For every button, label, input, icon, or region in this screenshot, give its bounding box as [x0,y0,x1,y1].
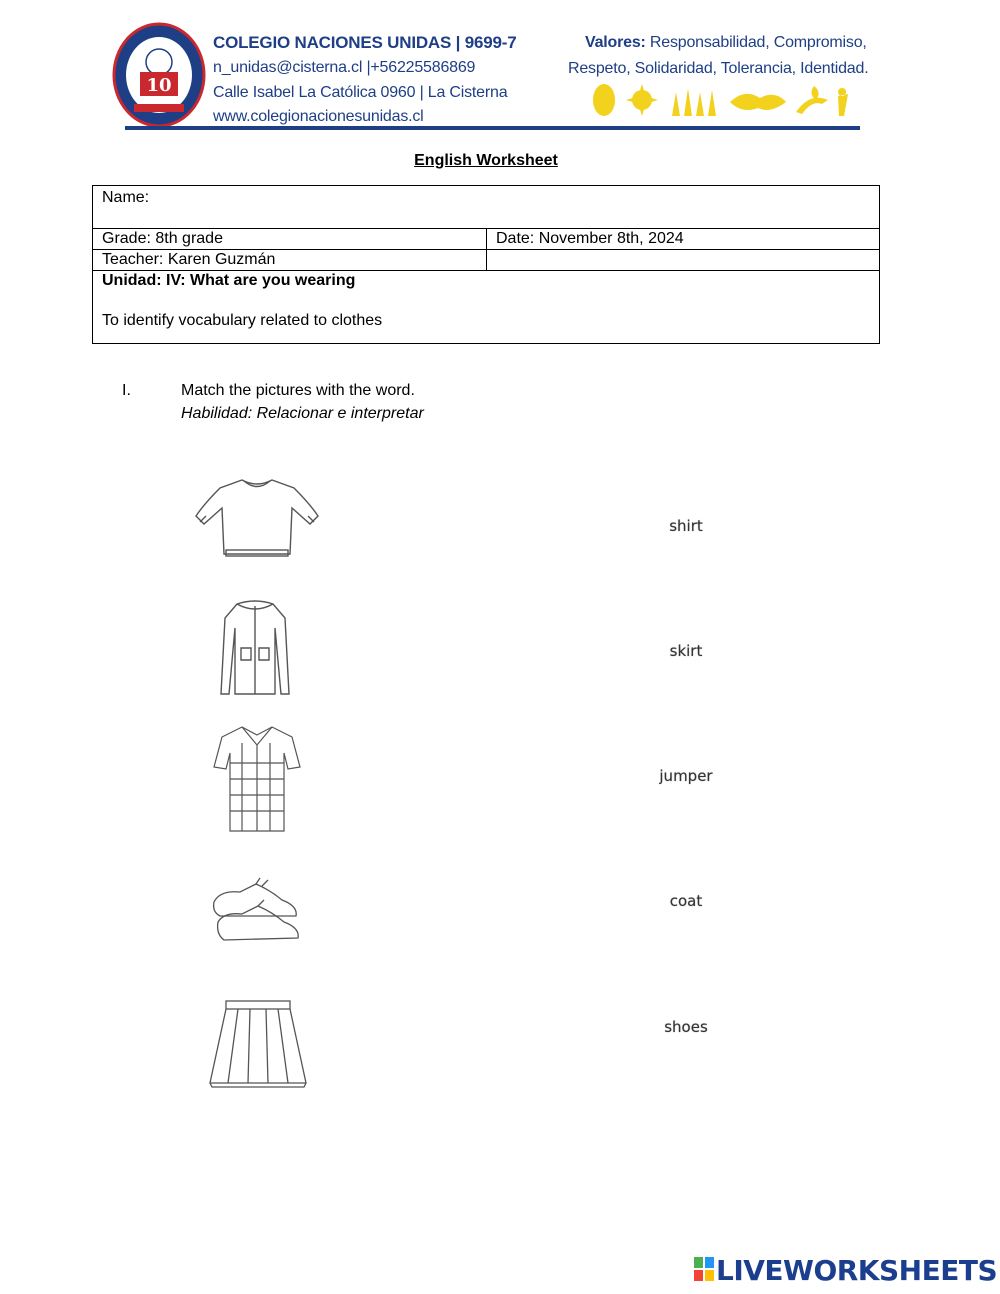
handshake-icon [730,94,786,110]
values-label: Valores: [585,34,646,51]
jumper-icon[interactable] [192,474,322,562]
values-list-2: Respeto, Solidaridad, Tolerancia, Identidad. [568,60,869,77]
objective-text: To identify vocabulary related to clothes [102,312,383,329]
school-website[interactable]: www.colegionacionesunidas.cl [213,108,424,125]
shoes-icon[interactable] [210,876,302,948]
instruction-skill: Habilidad: Relacionar e interpretar [181,405,424,422]
grade-cell: Grade: 8th grade [93,229,487,250]
values-list-1: Responsabilidad, Compromiso, [649,34,867,51]
name-field[interactable]: Name: [93,186,880,229]
header-divider [125,126,860,130]
student-info-table [92,185,880,344]
shirt-icon[interactable] [212,723,302,835]
values-line-1 [585,34,867,52]
school-name: COLEGIO NACIONES UNIDAS | 9699-7 [213,33,517,52]
word-shoes[interactable]: shoes [664,1018,708,1036]
word-jumper[interactable]: jumper [659,767,713,785]
hands-up-icon [672,88,716,116]
liveworksheets-logo-icon [694,1257,714,1281]
school-logo-icon [112,22,206,128]
fingerprint-icon [593,84,615,116]
unit-title: Unidad: IV: What are you wearing [102,272,356,289]
empty-cell [487,250,880,271]
date-cell: Date: November 8th, 2024 [487,229,880,250]
school-address: Calle Isabel La Católica 0960 | La Cisterna [213,84,508,101]
word-coat[interactable]: coat [669,892,703,910]
svg-text:10: 10 [146,75,172,96]
coat-icon[interactable] [215,598,295,698]
care-icon [796,86,828,114]
instruction-text: Match the pictures with the word. [181,382,415,399]
values-icons [590,82,860,118]
skirt-icon[interactable] [208,997,308,1089]
page-title: English Worksheet [414,152,558,169]
teacher-cell: Teacher: Karen Guzmán [93,250,487,271]
school-contact: n_unidas@cisterna.cl |+56225586869 [213,59,476,76]
word-skirt[interactable]: skirt [669,642,703,660]
brand-name: LIVEWORKSHEETS [716,1254,998,1287]
person-icon [838,88,848,116]
objective-cell [93,271,880,344]
instruction-number: I. [122,382,131,399]
word-shirt[interactable]: shirt [669,517,703,535]
